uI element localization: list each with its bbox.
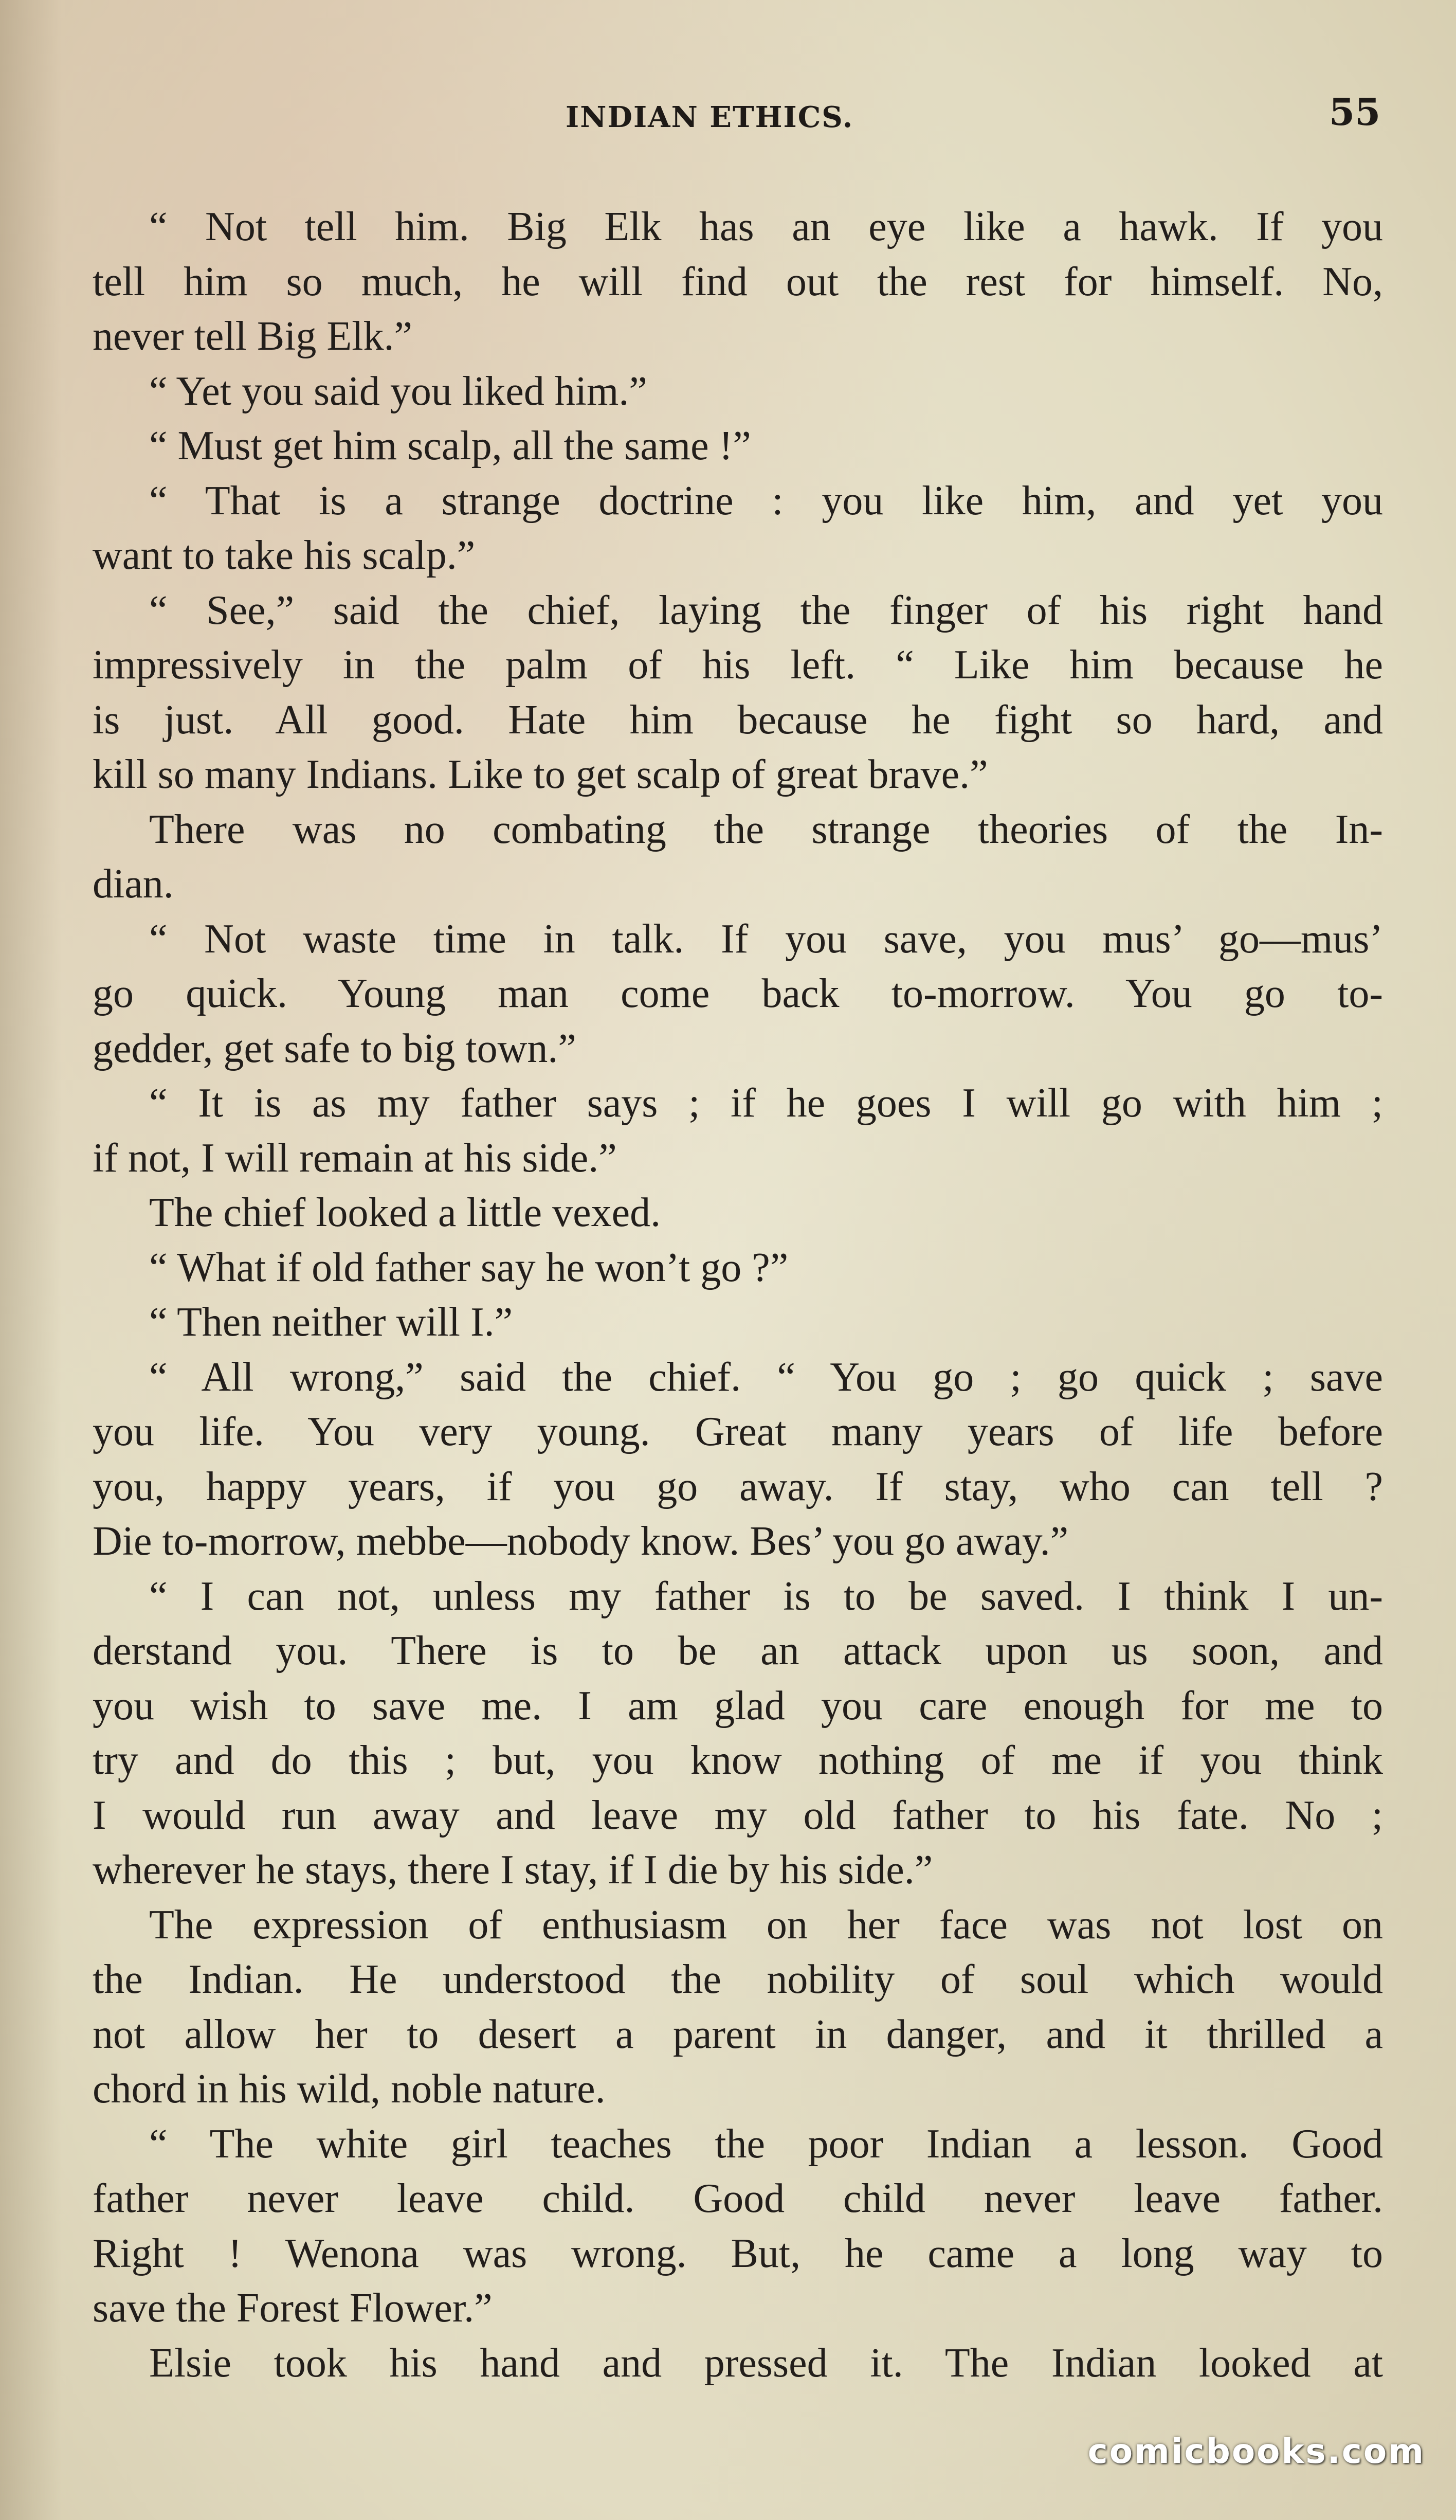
running-head: INDIAN ETHICS. [566, 100, 854, 134]
text-line: “ Not tell him. Big Elk has an eye like a hawk. If you [149, 204, 1383, 249]
text-line: kill so many Indians. Like to get scalp of great brave.” [93, 752, 988, 797]
text-line: is just. All good. Hate him because he fight so hard, and [93, 697, 1383, 743]
text-line: “ Must get him scalp, all the same !” [149, 423, 751, 469]
text-line: gedder, get safe to big town.” [93, 1025, 576, 1071]
text-line: wherever he stays, there I stay, if I die by his side.” [93, 1847, 933, 1893]
text-line: The expression of enthusiasm on her face was not lost on [149, 1902, 1383, 1948]
text-line: save the Forest Flower.” [93, 2285, 493, 2331]
text-line: I would run away and leave my old father to his fate. No ; [93, 1792, 1383, 1838]
text-line: “ It is as my father says ; if he goes I will go with him ; [149, 1081, 1383, 1126]
text-line: dian. [93, 861, 174, 907]
body-text [93, 200, 1383, 2390]
text-line: “ Yet you said you liked him.” [149, 368, 647, 414]
text-line: if not, I will remain at his side.” [93, 1135, 617, 1181]
spine-shadow [0, 0, 62, 2520]
page-number: 55 [1329, 90, 1381, 134]
page-header [0, 90, 1456, 147]
text-line: derstand you. There is to be an attack upon us soon, and [93, 1628, 1383, 1673]
text-line: There was no combating the strange theories of the In- [149, 806, 1383, 852]
text-line: try and do this ; but, you know nothing of me if you think [93, 1738, 1383, 1783]
text-line: you wish to save me. I am glad you care enough for me to [93, 1683, 1383, 1729]
text-line: “ See,” said the chief, laying the finger of his right hand [149, 587, 1383, 633]
text-line: “ Then neither will I.” [149, 1300, 513, 1345]
text-line: “ That is a strange doctrine : you like him, and yet you [149, 478, 1383, 524]
text-line: “ Not waste time in talk. If you save, you mus’ go—mus’ [149, 916, 1383, 962]
text-line: father never leave child. Good child never leave father. [93, 2176, 1383, 2221]
text-line: tell him so much, he will find out the rest for himself. No, [93, 259, 1383, 304]
text-line: you, happy years, if you go away. If stay, who can tell ? [93, 1464, 1383, 1509]
text-line: go quick. Young man come back to-morrow. You go to- [93, 971, 1383, 1016]
text-line: impressively in the palm of his left. “ Like him because he [93, 642, 1383, 688]
text-line: never tell Big Elk.” [93, 314, 413, 359]
text-line: you life. You very young. Great many years of life before [93, 1409, 1383, 1454]
text-line: Elsie took his hand and pressed it. The Indian looked at [149, 2340, 1383, 2386]
text-line: Die to-morrow, mebbe—nobody know. Bes’ you go away.” [93, 1519, 1069, 1564]
text-line: “ What if old father say he won’t go ?” [149, 1245, 789, 1290]
text-line: The chief looked a little vexed. [149, 1190, 661, 1235]
text-line: “ The white girl teaches the poor Indian a lesson. Good [149, 2121, 1383, 2167]
text-line: the Indian. He understood the nobility of soul which would [93, 1957, 1383, 2002]
text-line: “ I can not, unless my father is to be saved. I think I un- [149, 1573, 1383, 1619]
text-line: want to take his scalp.” [93, 533, 476, 578]
text-line: “ All wrong,” said the chief. “ You go ; go quick ; save [149, 1354, 1383, 1400]
watermark: comicbooks.com [1087, 2432, 1425, 2471]
text-line: chord in his wild, noble nature. [93, 2066, 606, 2112]
text-line: not allow her to desert a parent in danger, and it thrilled a [93, 2011, 1383, 2057]
text-line: Right ! Wenona was wrong. But, he came a long way to [93, 2230, 1383, 2276]
